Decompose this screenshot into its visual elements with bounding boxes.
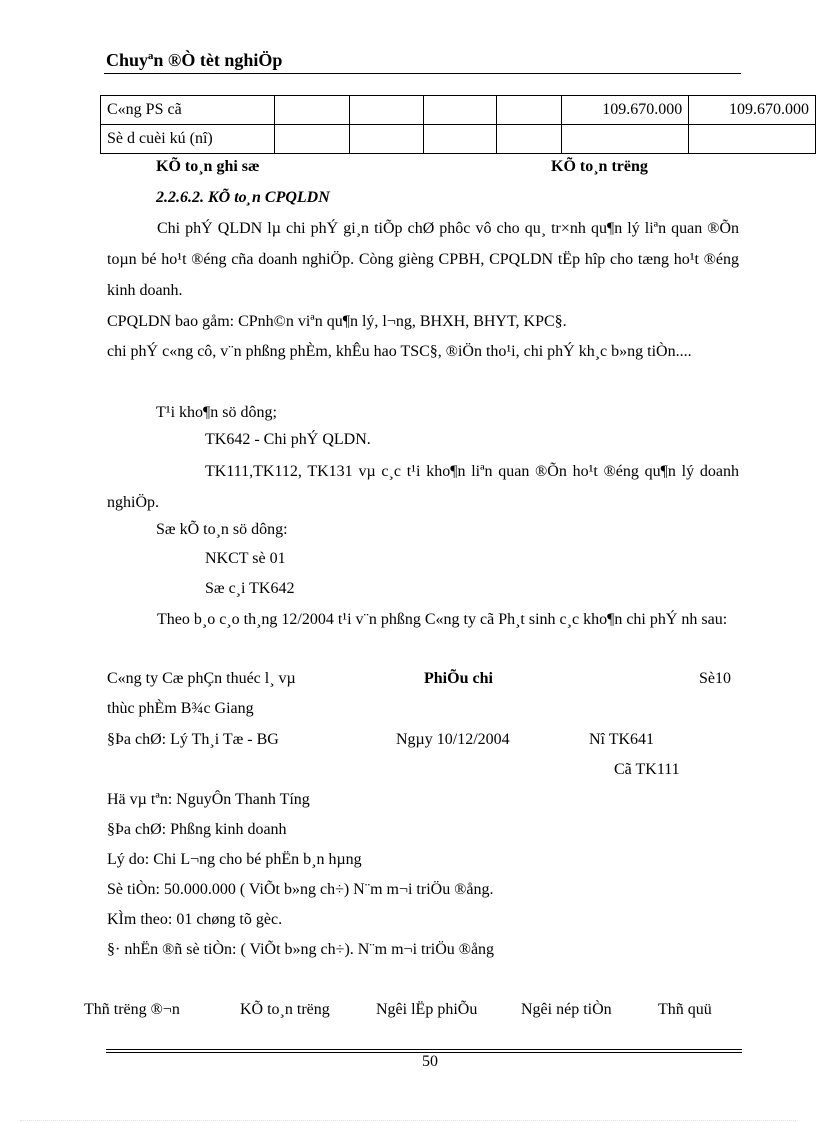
- table-cell: [496, 96, 562, 125]
- table-cell-credit: [689, 125, 816, 154]
- page-edge: [20, 1120, 796, 1121]
- account-tk642: TK642 - Chi phÝ QLDN.: [205, 431, 371, 448]
- signature-chief-accountant: KÕ to¸n trëng: [551, 158, 648, 175]
- voucher-title: PhiÕu chi: [424, 670, 493, 687]
- page-header-title: Chuyªn ®Ò tèt nghiÖp: [106, 50, 283, 70]
- voucher-company-address: §Þa chØ: Lý Th¸i Tæ - BG: [107, 731, 279, 748]
- table-cell-label: C«ng PS cã: [101, 96, 275, 125]
- voucher-number: Sè10: [699, 670, 731, 687]
- table-cell-label: Sè d cuèi kú (nî): [101, 125, 275, 154]
- paragraph-accounts-used: T¹i kho¶n sö dông;: [156, 404, 277, 421]
- account-related-list: TK111,TK112, TK131 vµ c¸c t¹i kho¶n liªn quan ®Õn ho¹t ®éng qu¶n lý doanh nghiÖp.: [107, 463, 739, 511]
- table-cell-credit: 109.670.000: [689, 96, 816, 125]
- signature-cashier: Thñ quü: [658, 1001, 712, 1018]
- voucher-recipient-address: §Þa chØ: Phßng kinh doanh: [107, 821, 287, 838]
- voucher-company-line2: thùc phÈm B¾c Giang: [107, 700, 254, 717]
- page-number: 50: [422, 1053, 438, 1070]
- paragraph-report-intro: Theo b¸o c¸o th¸ng 12/2004 t¹i v¨n phßng C«ng ty cã Ph¸t sinh c¸c kho¶n chi phÝ nh sau:: [157, 611, 728, 628]
- table-cell: [424, 96, 497, 125]
- table-cell: [275, 96, 350, 125]
- paragraph-other-costs: chi phÝ c«ng cô, v¨n phßng phÈm, khÊu hao TSC§, ®iÖn tho¹i, chi phÝ kh¸c b»ng tiÒn....: [107, 343, 692, 360]
- signature-payer: Ngêi nép tiÒn: [521, 1001, 612, 1018]
- voucher-date: Ngµy 10/12/2004: [396, 731, 510, 748]
- voucher-credit-account: Cã TK111: [614, 761, 680, 778]
- footer-divider: [106, 1049, 742, 1050]
- voucher-reason: Lý do: Chi L¬ng cho bé phËn b¸n hµng: [107, 851, 362, 868]
- voucher-attachments: KÌm theo: 01 chøng tõ gèc.: [107, 911, 283, 928]
- table-cell: [349, 125, 424, 154]
- ledger-table: [100, 95, 816, 154]
- table-cell: [424, 125, 497, 154]
- table-cell: [349, 96, 424, 125]
- paragraph-definition: Chi phÝ QLDN lµ chi phÝ gi¸n tiÕp chØ phôc vô cho qu¸ tr×nh qu¶n lý liªn quan ®Õn toµn bé ho¹t ®éng cña doanh nghiÖp. Còng gièng CPBH, CPQLDN tËp hîp cho tæng ho¹t ®éng kinh doanh.: [107, 220, 739, 299]
- ledger-nkct: NKCT sè 01: [205, 550, 286, 567]
- voucher-amount: Sè tiÒn: 50.000.000 ( ViÕt b»ng ch÷) N¨m m¬i triÖu ®ång.: [107, 881, 494, 898]
- table-cell-debit: 109.670.000: [562, 96, 689, 125]
- table-cell: [496, 125, 562, 154]
- voucher-received-amount: §· nhËn ®ñ sè tiÒn: ( ViÕt b»ng ch÷). N¨m m¬i triÖu ®ång: [107, 941, 495, 958]
- table-row: [101, 125, 816, 154]
- signature-chief-accountant: KÕ to¸n trëng: [240, 1001, 330, 1018]
- voucher-debit-account: Nî TK641: [589, 731, 655, 748]
- paragraph-composition: CPQLDN bao gåm: CPnh©n viªn qu¶n lý, l¬ng, BHXH, BHYT, KPC§.: [107, 313, 567, 330]
- voucher-recipient: Hä vµ tªn: NguyÔn Thanh Tíng: [107, 791, 310, 808]
- voucher-company-line1: C«ng ty Cæ phÇn thuéc l¸ vµ: [107, 670, 296, 687]
- section-heading: 2.2.6.2. KÕ to¸n CPQLDN: [156, 189, 330, 206]
- ledger-general-tk642: Sæ c¸i TK642: [205, 580, 295, 597]
- signature-bookkeeper: KÕ to¸n ghi sæ: [156, 158, 260, 175]
- table-cell-debit: [562, 125, 689, 154]
- signature-preparer: Ngêi lËp phiÕu: [376, 1001, 478, 1018]
- signature-head-of-unit: Thñ trëng ®¬n: [84, 1001, 180, 1018]
- table-row: [101, 96, 816, 125]
- table-cell: [275, 125, 350, 154]
- header-divider: [104, 73, 741, 74]
- paragraph-ledgers-used: Sæ kÕ to¸n sö dông:: [156, 521, 288, 538]
